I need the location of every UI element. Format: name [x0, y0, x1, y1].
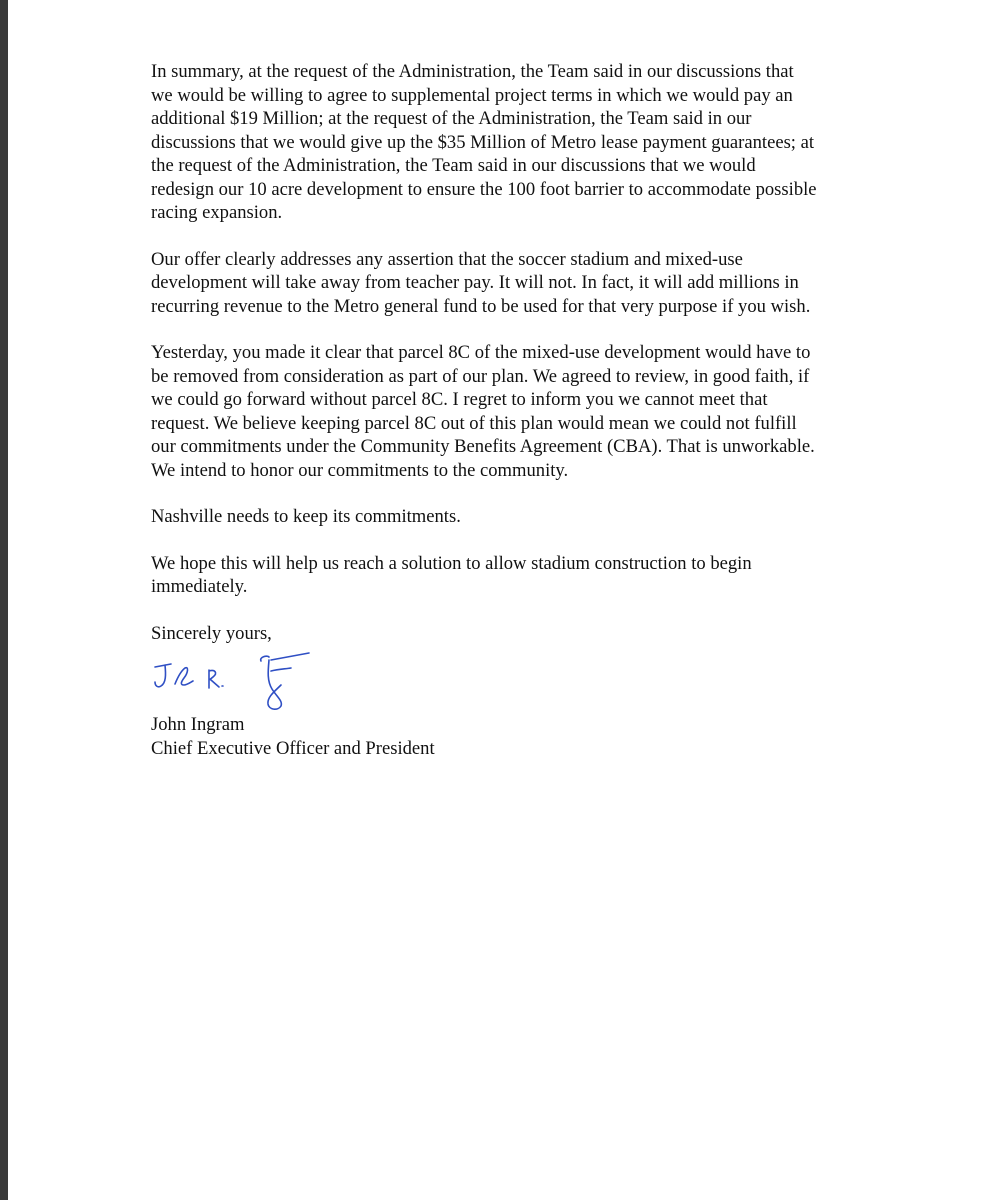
- paragraph-commitments: Nashville needs to keep its commitments.: [151, 506, 461, 527]
- page-left-border: [0, 0, 8, 1200]
- signer-name: John Ingram: [151, 714, 245, 735]
- paragraph-solution: We hope this will help us reach a solution to allow stadium construction to begin immediately.: [151, 552, 752, 597]
- letter-body: [151, 60, 851, 760]
- paragraph-offer: Our offer clearly addresses any assertion that the soccer stadium and mixed-use development will take away from teacher pay. It will not. In fact, it will add millions in recurring revenue to the Metro general fund to be used for that very purpose if you wish.: [151, 248, 811, 317]
- closing-salutation: Sincerely yours,: [151, 622, 272, 644]
- signer-title: Chief Executive Officer and President: [151, 737, 435, 759]
- paragraph-parcel-8c: Yesterday, you made it clear that parcel 8C of the mixed-use development would have to be removed from consideration as part of our plan. We agreed to review, in good faith, if we could go forward without parcel 8C. I regret to inform you we cannot meet that request. We believe keeping parcel 8C out of this plan would mean we could not fulfill our commitments under the Community Benefits Agreement (CBA). That is unworkable. We intend to honor our commitments to the community.: [151, 342, 815, 481]
- handwritten-signature: [151, 651, 331, 713]
- paragraph-summary: In summary, at the request of the Administration, the Team said in our discussions that we would be willing to agree to supplemental project terms in which we would pay an additional $19 Million; at the request of the Administration, the Team said in our discussions that we would give up the $35 Million of Metro lease payment guarantees; at the request of the Administration, the Team said in our discussions that we would redesign our 10 acre development to ensure the 100 foot barrier to accommodate possible racing expansion.: [151, 61, 817, 223]
